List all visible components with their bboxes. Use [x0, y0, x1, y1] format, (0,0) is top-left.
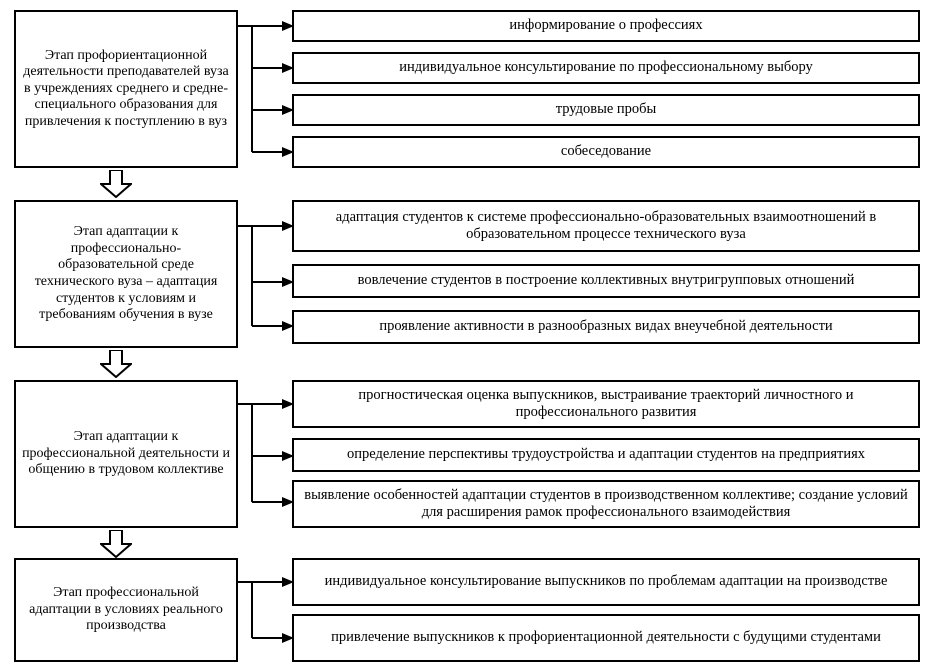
item-box-3-1	[292, 380, 920, 428]
branch-arrow-group-2	[238, 200, 296, 350]
item-label: прогностическая оценка выпускников, выстраивание траекторий личностного и профессионального развития	[358, 386, 854, 420]
item-box-3-3	[292, 480, 920, 528]
item-label: индивидуальное консультирование выпускников по проблемам адаптации на производстве	[324, 573, 888, 590]
item-box-1-4	[292, 136, 920, 168]
stage-label: Этап адаптации к профессионально-образовательной среде технического вуза – адаптация студентов к условиям и требованиям обучения в вузе	[34, 224, 218, 323]
item-box-4-1	[292, 558, 920, 606]
branch-arrow-group-3	[238, 380, 296, 530]
stage-box-1	[14, 10, 238, 168]
branch-arrow-group-1	[238, 10, 296, 170]
item-box-2-1	[292, 200, 920, 252]
stage-label: Этап адаптации к профессиональной деятельности и общению в трудовом коллективе	[22, 429, 230, 478]
stage-box-3	[14, 380, 238, 528]
item-label: привлечение выпускников к профориентационной деятельности с будущими студентами	[331, 629, 881, 646]
stage-label: Этап профориентационной деятельности преподавателей вуза в учреждениях среднего и средне-специального образования для привлечения к поступлению в вуз	[23, 47, 229, 129]
item-label: определение перспективы трудоустройства и адаптации студентов на предприятиях	[346, 446, 866, 463]
item-box-1-2	[292, 52, 920, 84]
item-label: собеседование	[560, 143, 652, 160]
item-box-1-3	[292, 94, 920, 126]
item-label: вовлечение студентов в построение коллективных внутригрупповых отношений	[357, 272, 855, 289]
item-label: индивидуальное консультирование по профессиональному выбору	[399, 59, 813, 76]
stage-transition-arrow-3	[100, 530, 132, 558]
item-box-3-2	[292, 438, 920, 472]
item-label: проявление активности в разнообразных видах внеучебной деятельности	[379, 318, 833, 335]
branch-arrow-group-4	[238, 558, 296, 664]
item-label: выявление особенностей адаптации студентов в производственном коллективе; создание условий для расширения рамок профессионального взаимодействия	[304, 486, 908, 520]
item-label: адаптация студентов к системе профессионально-образовательных взаимоотношений в образовательном процессе технического вуза	[335, 208, 877, 242]
item-box-4-2	[292, 614, 920, 662]
stage-box-4	[14, 558, 238, 662]
stage-transition-arrow-2	[100, 350, 132, 378]
stage-label: Этап профессиональной адаптации в условиях реального производства	[29, 585, 223, 634]
item-box-2-3	[292, 310, 920, 344]
item-label: информирование о профессиях	[509, 17, 703, 34]
item-label: трудовые пробы	[555, 101, 657, 118]
item-box-2-2	[292, 264, 920, 298]
stage-transition-arrow-1	[100, 170, 132, 198]
item-box-1-1	[292, 10, 920, 42]
stage-box-2	[14, 200, 238, 348]
